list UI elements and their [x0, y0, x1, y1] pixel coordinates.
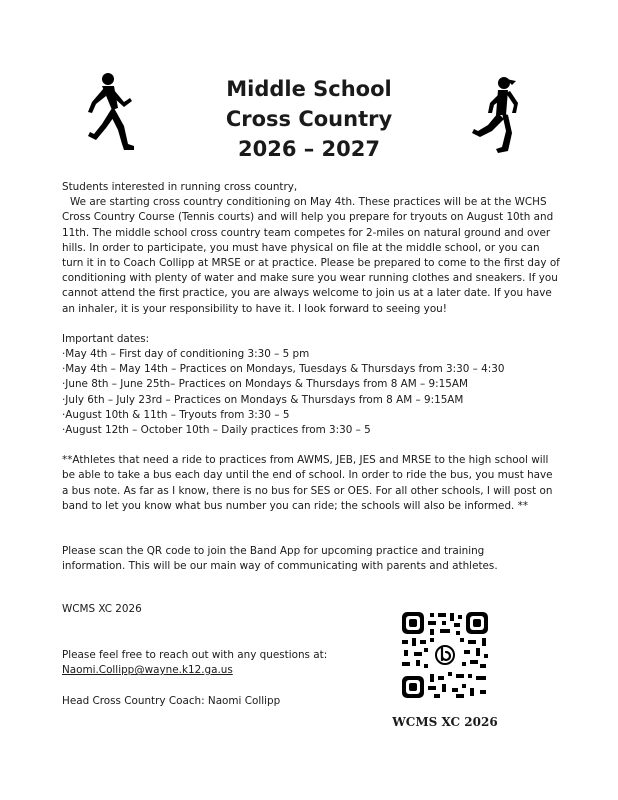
head-coach: Head Cross Country Coach: Naomi Collipp [62, 695, 281, 707]
date-item: ·August 10th & 11th – Tryouts from 3:30 – 5 [62, 408, 290, 421]
date-item: ·July 6th – July 23rd – Practices on Mondays & Thursdays from 8 AM – 9:15AM [62, 393, 464, 406]
contact-prompt: Please feel free to reach out with any questions at: [62, 649, 328, 661]
group-name: WCMS XC 2026 [62, 603, 142, 615]
title-line-1: Middle School [226, 77, 392, 101]
qr-code-icon[interactable] [400, 610, 490, 700]
bus-note: **Athletes that need a ride to practices from AWMS, JEB, JES and MRSE to the high school will be able to take a bus each day until the end of school. In order to ride the bus, you must have a bus note. As far as I know, there is no bus for SES or OES. For all other schools, I will post on band to let you know what bus number you can ride; the schools will also be informed. ** [62, 454, 553, 512]
important-dates-list [62, 347, 562, 438]
date-item: ·May 4th – First day of conditioning 3:30 – 5 pm [62, 348, 310, 361]
date-item: ·August 12th – October 10th – Daily practices from 3:30 – 5 [62, 424, 371, 437]
contact-email-link[interactable]: Naomi.Collipp@wayne.k12.ga.us [62, 664, 233, 677]
title-line-2: Cross Country [225, 107, 393, 131]
runner-left-icon [84, 72, 136, 156]
date-item: ·May 4th – May 14th – Practices on Mondays, Tuesdays & Thursdays from 3:30 – 4:30 [62, 363, 505, 376]
title-line-3: 2026 – 2027 [237, 137, 381, 161]
important-dates-heading: Important dates: [62, 332, 150, 345]
body-text [62, 180, 562, 574]
runner-right-icon [472, 75, 524, 157]
intro-greeting: Students interested in running cross country, [62, 181, 298, 193]
date-item: ·June 8th – June 25th– Practices on Mondays & Thursdays from 8 AM – 9:15AM [62, 378, 468, 391]
contact-block [62, 648, 327, 678]
qr-caption: WCMS XC 2026 [392, 715, 498, 729]
intro-paragraph: We are starting cross country conditioning on May 4th. These practices will be at the WCHS Cross Country Course (Tennis courts) and will help you prepare for tryouts on August 10th and 11th. The middle school cross country team competes for 2-miles on natural ground and over hills. In order to participate, you must have physical on file at the middle school, or you can turn it in to Coach Collipp at MRSE or at practice. Please be prepared to come to the first day of conditioning with plenty of water and make sure you wear running clothes and sneakers. If you cannot attend the first practice, you are always welcome to join us at a later date. If you have an inhaler, it is your responsibility to have it. I look forward to seeing you! [62, 196, 560, 315]
band-app-note: Please scan the QR code to join the Band App for upcoming practice and training information. This will be our main way of communicating with parents and athletes. [62, 545, 498, 573]
